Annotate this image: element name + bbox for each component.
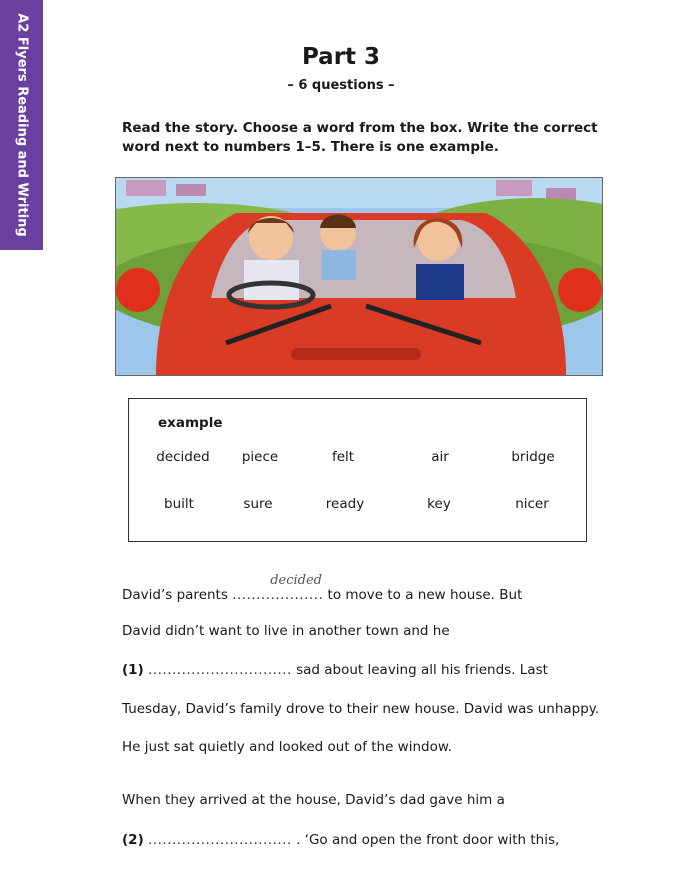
family-in-car-image (116, 178, 602, 375)
story-line: He just sat quietly and looked out of the window. (122, 739, 452, 755)
car-illustration (115, 177, 603, 376)
word-option: decided (156, 449, 210, 465)
word-option: sure (243, 496, 273, 512)
word-option: bridge (511, 449, 555, 465)
word-option: ready (325, 496, 365, 512)
story-line (122, 662, 548, 678)
word-option: nicer (515, 496, 549, 512)
story-line: Tuesday, David’s family drove to their new house. David was unhappy. (122, 701, 600, 717)
answer-blank-1[interactable]: .............................. (148, 662, 292, 678)
story-line (122, 573, 523, 603)
story-line: When they arrived at the house, David’s dad gave him a (122, 792, 505, 808)
side-tab (0, 0, 43, 250)
word-option: felt (331, 449, 355, 465)
example-label: example (158, 415, 223, 431)
example-answer-blank (232, 573, 324, 603)
word-option: key (427, 496, 451, 512)
instructions: Read the story. Choose a word from the box. Write the correct word next to numbers 1–5. There is one example. (122, 120, 598, 155)
side-tab-label: A2 Flyers Reading and Writing (14, 13, 29, 237)
question-number: (2) (122, 832, 144, 848)
page-title: Part 3 (301, 44, 381, 70)
word-box (128, 398, 587, 542)
story-text: to move to a new house. But (327, 587, 523, 603)
story-line (122, 832, 559, 848)
word-option: air (431, 449, 449, 465)
blank-dots: ............ (265, 587, 324, 603)
question-number: (1) (122, 662, 144, 678)
page-subtitle: – 6 questions – (287, 78, 395, 93)
answer-blank-2[interactable]: .............................. (148, 832, 292, 848)
handwritten-answer: decided (270, 573, 322, 588)
story-text: sad about leaving all his friends. Last (296, 662, 548, 678)
story-text: . ‘Go and open the front door with this, (296, 832, 560, 848)
word-option: piece (241, 449, 279, 465)
word-option: built (164, 496, 194, 512)
blank-dots: ....... (232, 587, 266, 603)
story-text: David’s parents (122, 587, 228, 603)
story-line: David didn’t want to live in another town and he (122, 623, 450, 639)
